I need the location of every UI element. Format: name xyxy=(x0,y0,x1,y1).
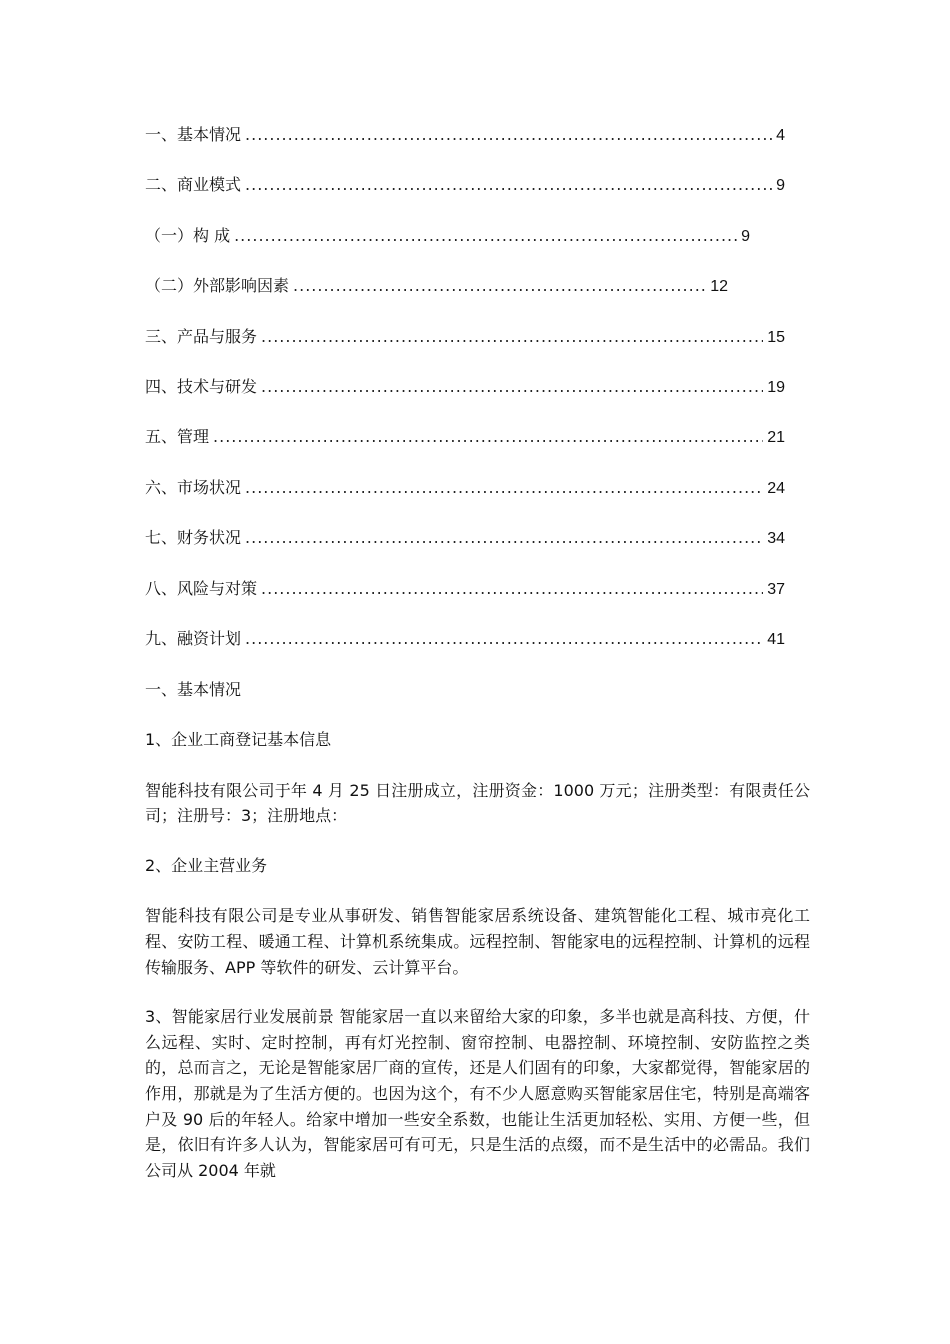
toc-entry-market[interactable] xyxy=(145,475,785,525)
toc-entry-products-services[interactable] xyxy=(145,324,785,374)
toc-leader-dots xyxy=(261,576,763,602)
paragraph-industry-outlook: 3、智能家居行业发展前景 智能家居一直以来留给大家的印象，多半也就是高科技、方便，什么远程、实时、定时控制，再有灯光控制、窗帘控制、电器控制、环境控制、安防监控之类的，总而言之，无论是智能家居厂商的宣传，还是人们固有的印象，大家都觉得，智能家居的作用，那就是为了生活方便的。也因为这个，有不少人愿意购买智能家居住宅，特别是高端客户及 90 后的年轻人。给家中增加一些安全系数，也能让生活更加轻松、实用、方便一些，但是，依旧有许多人认为，智能家居可有可无，只是生活的点缀，而不是生活中的必需品。我们公司从 2004 年就 xyxy=(145,1007,810,1180)
toc-entry-finance[interactable] xyxy=(145,525,785,575)
toc-leader-dots xyxy=(245,525,763,551)
toc-leader-dots xyxy=(261,374,763,400)
document-body xyxy=(145,677,810,1207)
toc-page-number: 21 xyxy=(767,429,785,447)
toc-entry-label: 八、风险与对策 xyxy=(145,578,258,598)
toc-leader-dots xyxy=(245,475,763,501)
toc-entry-business-model[interactable] xyxy=(145,172,785,222)
toc-leader-dots xyxy=(293,273,706,299)
toc-entry-financing[interactable] xyxy=(145,626,785,676)
toc-entry-label: 九、融资计划 xyxy=(145,628,242,648)
toc-page-number: 37 xyxy=(767,580,785,598)
toc-entry-label: 四、技术与研发 xyxy=(145,376,258,396)
paragraph-registration: 智能科技有限公司于年 4 月 25 日注册成立，注册资金：1000 万元；注册类型：有限责任公司；注册号：3；注册地点： xyxy=(145,780,810,826)
toc-leader-dots xyxy=(245,122,772,148)
toc-page-number: 9 xyxy=(776,177,785,195)
toc-entry-label: 三、产品与服务 xyxy=(145,326,258,346)
toc-entry-label: （二）外部影响因素 xyxy=(145,276,290,296)
toc-leader-dots xyxy=(245,172,772,198)
toc-entry-label: 一、基本情况 xyxy=(145,125,242,144)
toc-leader-dots xyxy=(234,223,737,249)
toc-entry-tech-rd[interactable] xyxy=(145,374,785,424)
toc-entry-external-factors[interactable] xyxy=(145,273,728,323)
toc-entry-label: 五、管理 xyxy=(145,427,210,447)
subsection-title-business: 2、企业主营业务 xyxy=(145,855,268,875)
toc-entry-label: 二、商业模式 xyxy=(145,175,242,195)
paragraph-business: 智能科技有限公司是专业从事研发、销售智能家居系统设备、建筑智能化工程、城市亮化工程、安防工程、暖通工程、计算机系统集成。远程控制、智能家电的远程控制、计算机的远程传输服务、APP 等软件的研发、云计算平台。 xyxy=(145,906,810,977)
toc-page-number: 34 xyxy=(767,530,785,548)
toc-page-number: 12 xyxy=(710,278,728,296)
toc-page-number: 9 xyxy=(741,227,750,245)
toc-leader-dots xyxy=(261,324,763,350)
toc-page-number: 41 xyxy=(767,630,785,648)
toc-entry-composition[interactable] xyxy=(145,223,750,273)
toc-page-number: 4 xyxy=(776,127,785,144)
subsection-title-registration: 1、企业工商登记基本信息 xyxy=(145,730,332,750)
toc-entry-risk[interactable] xyxy=(145,576,785,626)
toc-page-number: 15 xyxy=(767,328,785,346)
toc-entry-basic-info[interactable] xyxy=(145,122,785,172)
toc-leader-dots xyxy=(213,424,763,450)
toc-entry-label: （一）构 成 xyxy=(145,225,231,245)
section-title: 一、基本情况 xyxy=(145,680,242,699)
toc-page-number: 19 xyxy=(767,378,785,396)
table-of-contents xyxy=(145,122,785,676)
toc-entry-management[interactable] xyxy=(145,424,785,474)
toc-page-number: 24 xyxy=(767,479,785,497)
toc-entry-label: 七、财务状况 xyxy=(145,528,242,548)
toc-leader-dots xyxy=(245,626,763,652)
toc-entry-label: 六、市场状况 xyxy=(145,477,242,497)
